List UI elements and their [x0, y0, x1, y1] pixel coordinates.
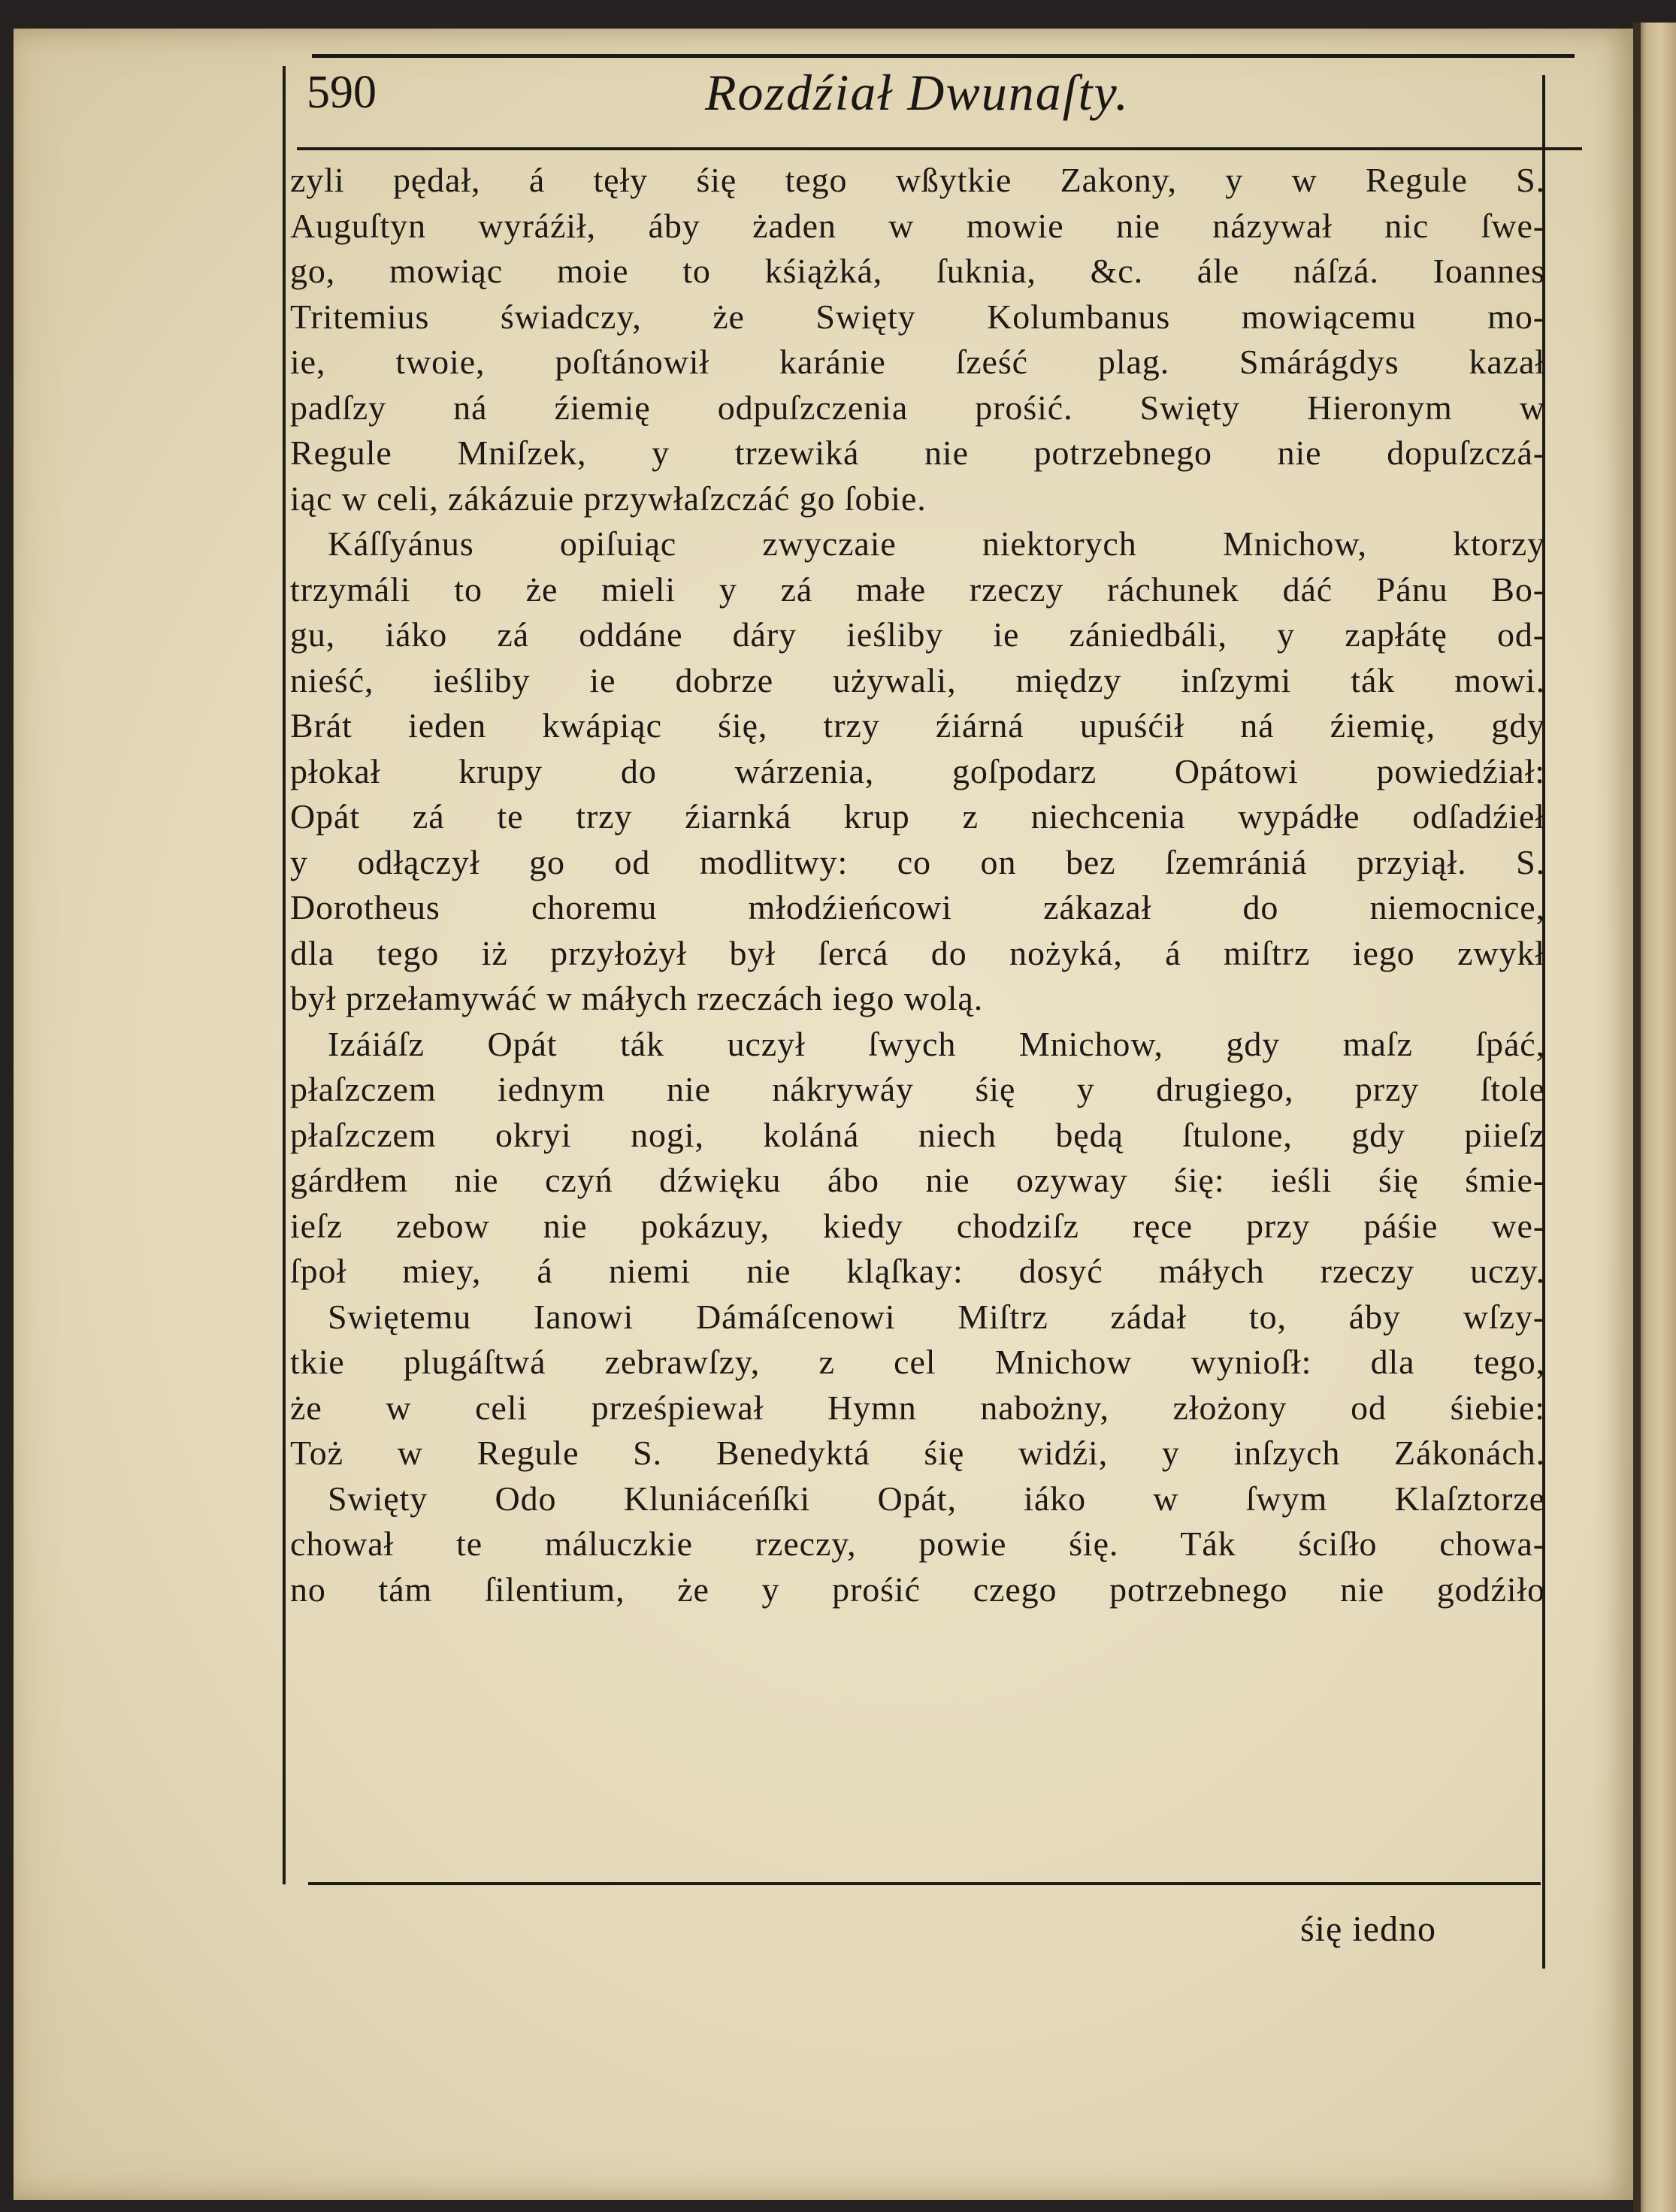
text-line: iąc w celi, zákázuie przywłaſzczáć go ſobie. [290, 479, 927, 518]
text-line: ſpoł miey, á niemi nie kląſkay: dosyć máłych rzeczy uczy. [290, 1252, 1545, 1290]
text-line: Regule Mniſzek, y trzewiká nie potrzebnego nie dopuſzczá- [290, 434, 1545, 472]
text-line: Swiętemu Ianowi Dámáſcenowi Miſtrz zádał to, áby wſzy- [328, 1297, 1545, 1336]
header-bottom-rule [297, 147, 1582, 150]
text-line: Izáiáſz Opát ták uczył ſwych Mnichow, gdy maſz ſpáć, [328, 1024, 1545, 1063]
text-line: go, mowiąc moie to kśiążká, ſuknia, &c. ále náſzá. Ioannes [290, 252, 1545, 290]
text-line: ie, twoie, poſtánowił karánie ſześć plag. Smárágdys kazał [290, 343, 1545, 381]
text-line: y odłączył go od modlitwy: co on bez ſzemrániá przyiął. S. [290, 842, 1545, 881]
header-top-rule [312, 54, 1575, 58]
text-line: Swięty Odo Kluniáceńſki Opát, iáko w ſwym Klaſztorze [328, 1479, 1545, 1518]
text-line: chował te máluczkie rzeczy, powie śię. Ták ściſło chowa- [290, 1525, 1545, 1563]
text-line: był przełamywáć w máłych rzeczách iego wolą. [290, 979, 984, 1017]
catchword: śię iedno [1300, 1909, 1436, 1949]
text-line: padſzy ná źiemię odpuſzczenia prośić. Swięty Hieronym w [290, 388, 1545, 427]
next-page-edge [1637, 23, 1676, 2212]
running-head [299, 66, 1532, 134]
text-line: płaſzczem okryi nogi, koláná niech będą ſtulone, gdy piieſz [290, 1115, 1545, 1154]
book-gutter [1633, 23, 1641, 2212]
text-line: tkie plugáſtwá zebrawſzy, z cel Mnichow wynioſł: dla tego, [290, 1343, 1545, 1381]
text-line: zyli pędał, á tęły śię tego wßytkie Zakony, y w Regule S. [290, 161, 1545, 199]
text-line: no tám ſilentium, że y prośić czego potrzebnego nie godźiło [290, 1570, 1545, 1609]
text-line: Brát ieden kwápiąc śię, trzy źiárná upuśćił ná źiemię, gdy [290, 706, 1545, 745]
text-line: Opát zá te trzy źiarnká krup z niechcenia wypádłe odſadźieł [290, 797, 1545, 836]
footer-rule [308, 1882, 1541, 1885]
text-line: że w celi prześpiewał Hymn nabożny, złożony od śiebie: [290, 1388, 1545, 1427]
text-line: Tritemius świadczy, że Swięty Kolumbanus mowiącemu mo- [290, 297, 1545, 336]
text-line: Auguſtyn wyráźił, áby żaden w mowie nie názywał nic ſwe- [290, 206, 1545, 245]
text-line: gu, iáko zá oddáne dáry ieśliby ie zániedbáli, y zapłátę od- [290, 615, 1545, 654]
text-line: Toż w Regule S. Benedyktá śię widźi, y inſzych Zákonách. [290, 1434, 1545, 1472]
running-title: Rozdźiał Dwunaſty. [705, 64, 1130, 121]
text-line: ieſz zebow nie pokázuy, kiedy chodziſz ręce przy páśie we- [290, 1206, 1545, 1245]
text-line: dla tego iż przyłożył był ſercá do nożyká, á miſtrz iego zwykł [290, 933, 1545, 972]
text-line: nieść, ieśliby ie dobrze używali, między inſzymi ták mowi. [290, 660, 1545, 700]
text-line: Káſſyánus opiſuiąc zwyczaie niektorych Mnichow, ktorzy [328, 524, 1545, 563]
text-line: płaſzczem iednym nie nákrywáy śię y drugiego, przy ſtole [290, 1070, 1545, 1108]
body-text [290, 158, 1545, 1612]
text-line: Dorotheus choremu młodźieńcowi zákazał do niemocnice, [290, 888, 1545, 926]
text-line: trzymáli to że mieli y zá małe rzeczy ráchunek dáć Pánu Bo- [290, 570, 1545, 609]
text-line: płokał krupy do wárzenia, goſpodarz Opátowi powiedźiał: [290, 751, 1545, 790]
page-number: 590 [307, 67, 377, 118]
text-line: gárdłem nie czyń dźwięku ábo nie ozyway śię: ieśli śię śmie- [290, 1161, 1545, 1199]
left-frame-rule [283, 66, 286, 1884]
